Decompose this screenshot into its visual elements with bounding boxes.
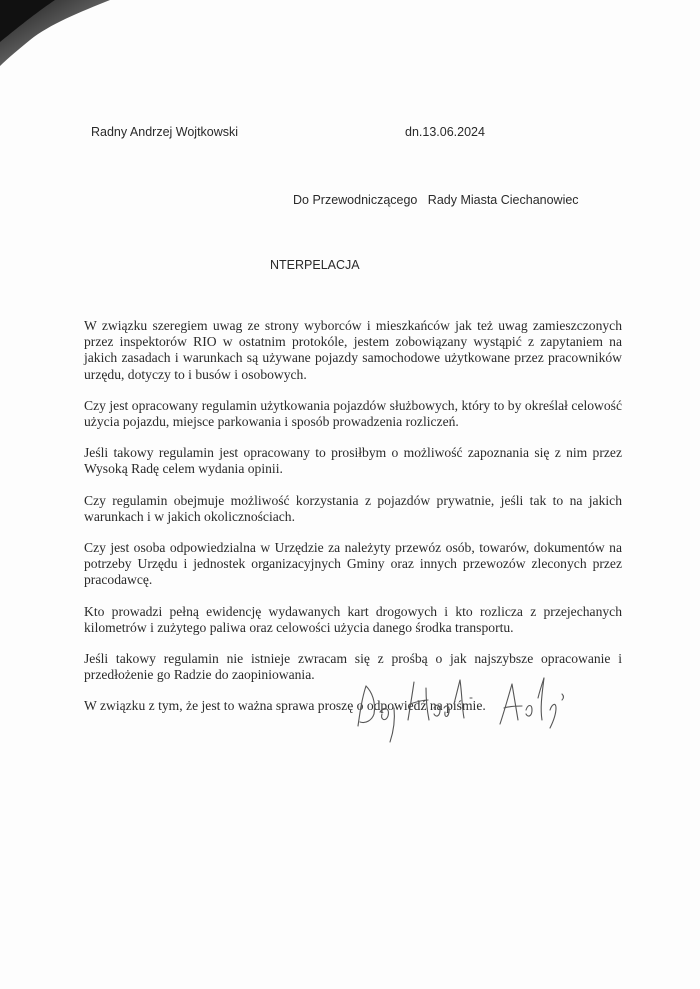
- paragraph: W związku z tym, że jest to ważna sprawa proszę o odpowiedź na piśmie.: [84, 698, 486, 714]
- paragraph: Czy regulamin obejmuje możliwość korzystania z pojazdów prywatnie, jeśli tak to na jakich warunkach i w jakich okolicznościach.: [84, 492, 622, 524]
- handwritten-signature: [350, 668, 600, 748]
- paragraph: Jeśli takowy regulamin jest opracowany to prosiłbym o możliwość zapoznania się z nim przez Wysoką Radę celem wydania opinii.: [84, 445, 622, 477]
- paragraph: Jeśli takowy regulamin nie istnieje zwracam się z prośbą o jak najszybsze opracowanie i przedłożenie go Radzie do zaopiniowania.: [84, 651, 622, 683]
- paragraph: Czy jest opracowany regulamin użytkowania pojazdów służbowych, który to by określał celowość użycia pojazdu, miejsce parkowania i sposób prowadzenia rozliczeń.: [84, 397, 622, 430]
- recipient-line: Do Przewodniczącego Rady Miasta Ciechanowiec: [293, 193, 579, 207]
- document-title: NTERPELACJA: [270, 258, 360, 272]
- paragraph: Kto prowadzi pełną ewidencję wydawanych kart drogowych i kto rozlicza z przejechanych kilometrów i zużytego paliwa oraz celowości użycia danego środka transportu.: [84, 603, 622, 635]
- paragraph: Czy jest osoba odpowiedzialna w Urzędzie za należyty przewóz osób, towarów, dokumentów na potrzeby Urzędu i jednostek organizacyjnych Gminy oraz innych przewozów zleconych przez pracodawcę.: [84, 540, 622, 588]
- paragraph: W związku szeregiem uwag ze strony wyborców i mieszkańców jak też uwag zamieszczonych przez inspektorów RIO w ostatnim protokóle, jestem zobowiązany wystąpić z zapytaniem na jakich zasadach i warunkach są używane pojazdy samochodowe użytkowane przez pracowników urzędu, dotyczy to i busów i osobowych.: [84, 318, 622, 382]
- sender-name: Radny Andrzej Wojtkowski: [91, 125, 239, 139]
- letter-date: dn.13.06.2024: [405, 125, 485, 139]
- letter-body: [84, 318, 622, 715]
- scan-shadow-corner: [0, 0, 120, 70]
